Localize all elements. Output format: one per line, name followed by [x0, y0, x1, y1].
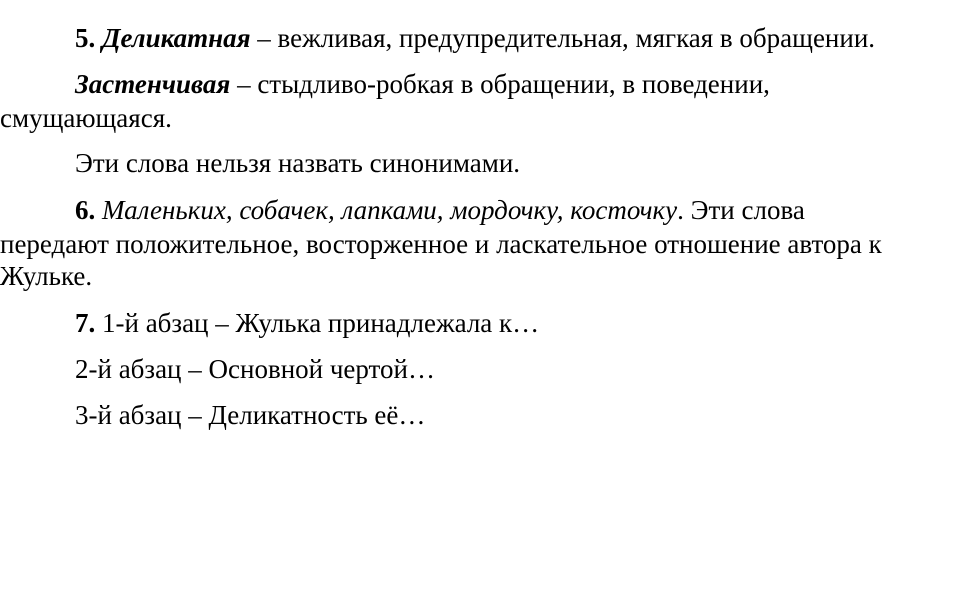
item-5-line [75, 22, 875, 54]
item-7-number: 7. [75, 308, 96, 338]
item-5b-definition-2: смущающаяся. [0, 103, 172, 133]
item-6-number: 6. [75, 195, 96, 225]
item-7-line3 [75, 399, 425, 431]
item-5-term: Деликатная [102, 23, 251, 53]
item-7-line1 [75, 307, 539, 339]
item-5b-line1 [75, 68, 770, 100]
item-5c-line [75, 147, 520, 179]
item-7-para2: 2-й абзац – Основной чертой… [75, 354, 435, 384]
item-6-line1 [75, 194, 805, 226]
item-7-para1: 1-й абзац – Жулька принадлежала к… [95, 308, 540, 338]
item-6-line2 [0, 228, 882, 260]
item-7-line2 [75, 353, 435, 385]
item-6-text-3: Жульке. [0, 261, 93, 291]
item-5-number: 5. [75, 23, 96, 53]
item-5b-definition-1: – стыдливо-робкая в обращении, в поведении, [230, 69, 770, 99]
item-6-line3 [0, 260, 92, 292]
item-5b-line2 [0, 102, 172, 134]
item-6-words: Маленьких, собачек, лапками, мордочку, косточку [102, 195, 678, 225]
item-6-text-2: передают положительное, восторженное и ласкательное отношение автора к [0, 229, 882, 259]
item-7-para3: 3-й абзац – Деликатность её… [75, 400, 426, 430]
item-5b-term: Застенчивая [75, 69, 231, 99]
item-6-rest: . Эти слова [677, 195, 805, 225]
item-5c-text: Эти слова нельзя назвать синонимами. [75, 148, 521, 178]
item-5-definition: – вежливая, предупредительная, мягкая в обращении. [250, 23, 876, 53]
